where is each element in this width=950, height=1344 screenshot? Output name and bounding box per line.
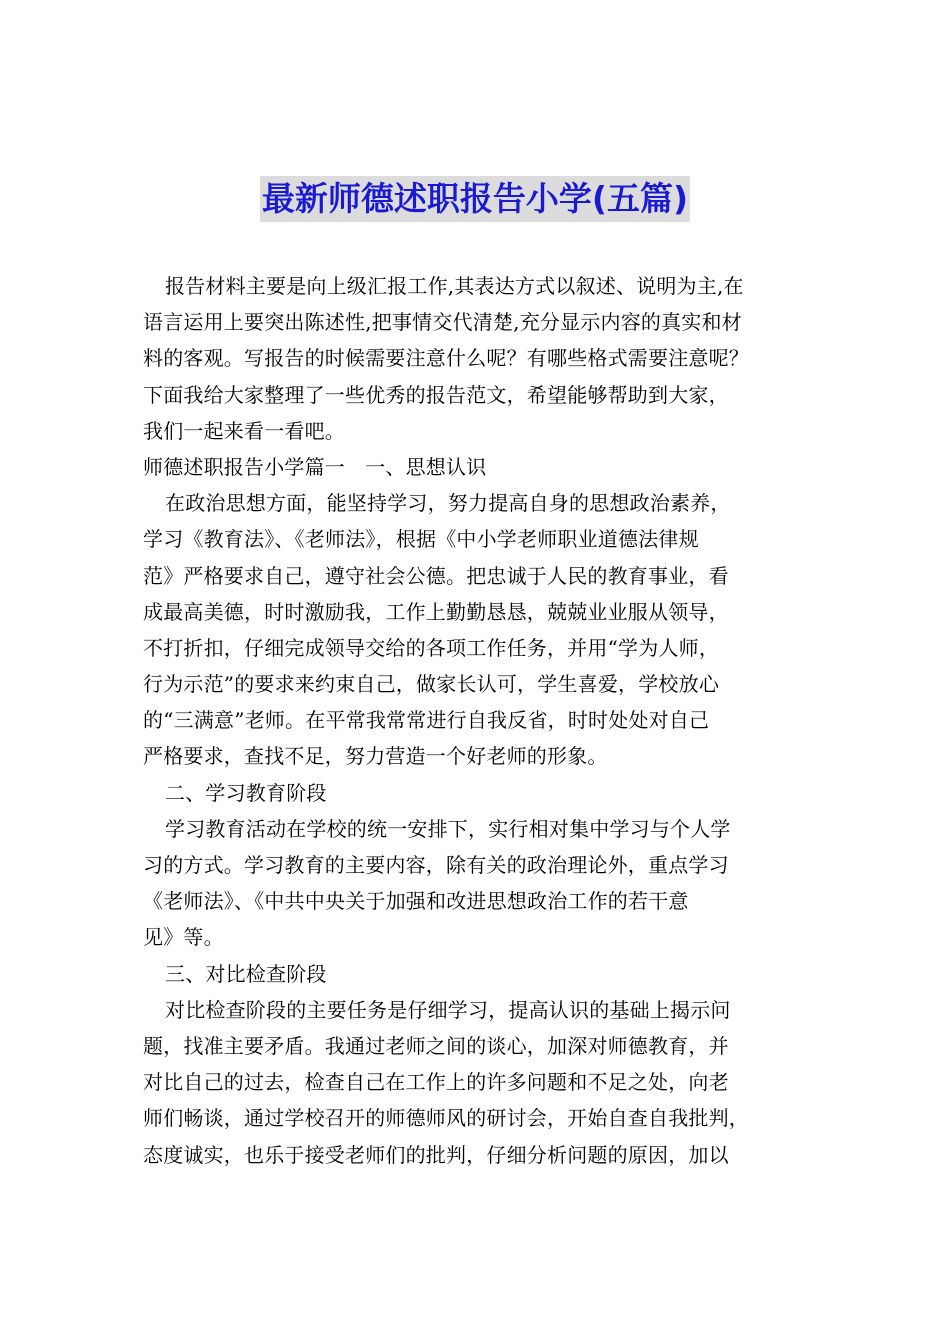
text-line: 范》严格要求自己，遵守社会公德。把忠诚于人民的教育事业，看 [143, 563, 729, 588]
document-title: 最新师德述职报告小学(五篇) [260, 176, 690, 222]
text-line: 不打折扣，仔细完成领导交给的各项工作任务，并用“学为人师， [143, 635, 720, 660]
text-line: 的“三满意”老师。在平常我常常进行自我反省，时时处处对自己 [143, 708, 710, 733]
text-line: 行为示范”的要求来约束自己，做家长认可，学生喜爱，学校放心 [143, 672, 720, 697]
text-line: 态度诚实，也乐于接受老师们的批判，仔细分析问题的原因，加以 [143, 1142, 729, 1167]
text-line: 语言运用上要突出陈述性,把事情交代清楚,充分显示内容的真实和材 [143, 310, 742, 335]
text-line: 我们一起来看一看吧。 [143, 418, 345, 443]
text-line: 下面我给大家整理了一些优秀的报告范文，希望能够帮助到大家， [143, 382, 729, 407]
text-line: 师德述职报告小学篇一 一、思想认识 [143, 454, 487, 479]
text-line: 料的客观。写报告的时候需要注意什么呢？有哪些格式需要注意呢？ [143, 346, 749, 371]
text-line: 报告材料主要是向上级汇报工作,其表达方式以叙述、说明为主,在 [165, 274, 744, 298]
document-body [143, 268, 833, 1173]
text-line: 《老师法》、《中共中央关于加强和改进思想政治工作的若干意 [143, 889, 689, 914]
text-line: 对比检查阶段的主要任务是仔细学习，提高认识的基础上揭示问 [165, 997, 731, 1022]
text-line: 二、学习教育阶段 [165, 780, 327, 805]
text-line: 在政治思想方面，能坚持学习，努力提高自身的思想政治素养， [165, 491, 731, 516]
text-line: 师们畅谈，通过学校召开的师德师风的研讨会，开始自查自我批判， [143, 1106, 749, 1131]
text-line: 见》等。 [143, 925, 224, 950]
text-line: 学习《教育法》、《老师法》，根据《中小学老师职业道德法律规 [143, 527, 699, 552]
text-line: 习的方式。学习教育的主要内容，除有关的政治理论外，重点学习 [143, 853, 729, 877]
text-line: 成最高美德，时时激励我，工作上勤勤恳恳，兢兢业业服从领导， [143, 599, 729, 624]
text-line: 对比自己的过去，检查自己在工作上的许多问题和不足之处，向老 [143, 1070, 729, 1095]
text-line: 严格要求，查找不足，努力营造一个好老师的形象。 [143, 744, 608, 769]
text-line: 三、对比检查阶段 [165, 961, 327, 986]
title-container [0, 176, 950, 222]
text-line: 题，找准主要矛盾。我通过老师之间的谈心，加深对师德教育，并 [143, 1033, 729, 1058]
text-line: 学习教育活动在学校的统一安排下，实行相对集中学习与个人学 [165, 816, 731, 841]
